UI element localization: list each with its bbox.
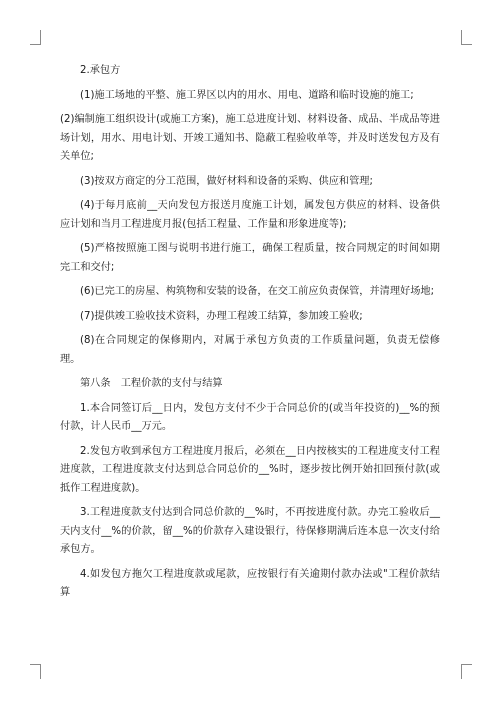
paragraph: 3.工程进度款支付达到合同总价款的__%时，不再按进度付款。办完工验收后__天内支付__%的价款，留__%的价款存入建设银行，待保修期满后连本息一次支付给承包方。: [60, 507, 440, 555]
article-heading: 第八条 工程价款的支付与结算: [80, 378, 223, 389]
crop-mark-bottom-left: [30, 664, 41, 679]
paragraph: (4)于每月底前__天向发包方报送月度施工计划，属发包方供应的材料、设备供应计划和当月工程进度月报(包括工程量、工作量和形象进度等);: [60, 200, 440, 230]
crop-mark-top-left: [30, 30, 41, 45]
paragraph: (6)已完工的房屋、构筑物和安装的设备，在交工前应负责保管，并清理好场地;: [80, 286, 435, 297]
paragraph: (2)编制施工组织设计(或施工方案)，施工总进度计划、材料设备、成品、半成品等进场计划，用水、用电计划、开竣工通知书、隐蔽工程验收单等，并及时送发包方及有关单位;: [60, 114, 440, 162]
crop-mark-bottom-right: [461, 664, 472, 679]
crop-mark-top-right: [461, 30, 472, 45]
paragraph: (5)严格按照施工图与说明书进行施工，确保工程质量，按合同规定的时间如期完工和交付;: [60, 243, 440, 273]
paragraph: (8)在合同规定的保修期内，对属于承包方负责的工作质量问题，负责无偿修理。: [60, 335, 440, 365]
section-heading: 2.承包方: [80, 65, 121, 76]
paragraph: 2.发包方收到承包方工程进度月报后，必须在__日内按核实的工程进度支付工程进度款，工程进度款支付达到总合同总价的__%时，逐步按比例开始扣回预付款(或抵作工程进度款)。: [60, 445, 440, 494]
paragraph: 4.如发包方拖欠工程进度款或尾款，应按银行有关逾期付款办法或"工程价款结算: [60, 568, 440, 598]
paragraph: (1)施工场地的平整、施工界区以内的用水、用电、道路和临时设施的施工;: [80, 89, 414, 101]
paragraph: (3)按双方商定的分工范围，做好材料和设备的采购、供应和管理;: [80, 175, 373, 187]
paragraph: (7)提供竣工验收技术资料，办理工程竣工结算，参加竣工验收;: [80, 310, 363, 322]
document-body: [60, 62, 440, 609]
paragraph: 1.本合同签订后__日内，发包方支付不少于合同总价的(或当年投资的)__%的预付款，计人民币__万元。: [60, 402, 440, 432]
